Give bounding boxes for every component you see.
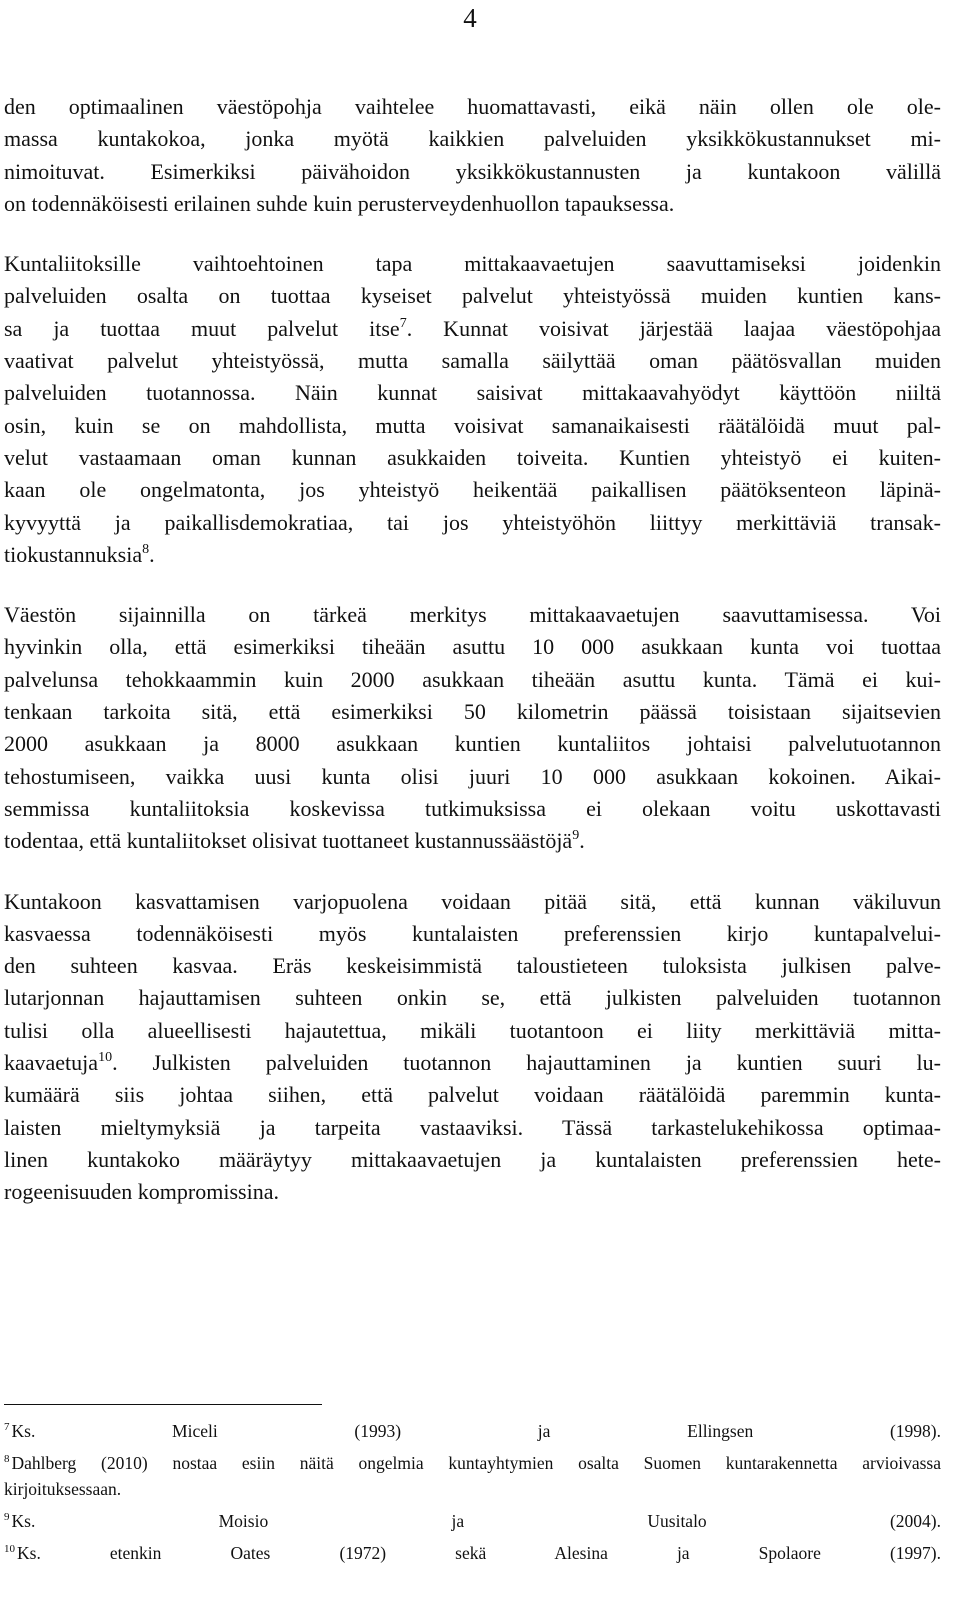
footnote-text: kirjoituksessaan. <box>4 1479 122 1499</box>
footnote-line <box>4 1476 941 1502</box>
text-line: on todennäköisesti erilainen suhde kuin perusterveydenhuollon tapauksessa. <box>4 190 675 216</box>
text-line: massa kuntakokoa, jonka myötä kaikkien palveluiden yksikkökustannukset mi- <box>4 126 941 152</box>
text-segment: sa ja tuottaa muut palvelut itse <box>4 315 400 341</box>
text-line: den optimaalinen väestöpohja vaihtelee huomattavasti, eikä näin ollen ole ole- <box>4 94 941 119</box>
text-segment: tiokustannuksia <box>4 541 143 567</box>
paragraph <box>4 599 941 857</box>
footnote-separator <box>4 1404 322 1405</box>
footnote-line <box>4 1508 941 1534</box>
text-line: 2000 asukkaan ja 8000 asukkaan kuntien kuntaliitos johtaisi palvelutuotannon <box>4 731 941 757</box>
footnote-number: 7 <box>4 1421 10 1433</box>
text-line: Kuntakoon kasvattamisen varjopuolena voidaan pitää sitä, että kunnan väkiluvun <box>4 888 941 914</box>
footnote-number: 9 <box>4 1511 10 1523</box>
text-line: velut vastaamaan oman kunnan asukkaiden toiveita. Kuntien yhteistyö ei kuiten- <box>4 444 941 470</box>
text-line: kaan ole ongelmatonta, jos yhteistyö heikentää paikallisen päätöksenteon läpinä- <box>4 477 941 503</box>
text-line: rogeenisuuden kompromissina. <box>4 1179 279 1205</box>
paragraph <box>4 248 941 571</box>
footnotes <box>4 1418 941 1572</box>
text-line: vaativat palvelut yhteistyössä, mutta samalla säilyttää oman päätösvallan muiden <box>4 348 941 374</box>
footnote-text: Ks. Miceli (1993) ja Ellingsen (1998). <box>11 1421 941 1441</box>
footnote-reference: 9 <box>572 828 580 844</box>
text-line <box>4 539 941 571</box>
text-line: Väestön sijainnilla on tärkeä merkitys mittakaavaetujen saavuttamisessa. Voi <box>4 602 941 628</box>
text-line: palvelunsa tehokkaammin kuin 2000 asukkaan tiheään asuttu kunta. Tämä ei kui- <box>4 666 941 692</box>
text-line: palveluiden tuotannossa. Näin kunnat saisivat mittakaavahyödyt käyttöön niiltä <box>4 380 941 406</box>
paragraph <box>4 91 941 220</box>
text-line: kumäärä siis johtaa siihen, että palvelut voidaan räätälöidä paremmin kunta- <box>4 1082 941 1108</box>
text-line: tulisi olla alueellisesti hajautettua, mikäli tuotantoon ei liity merkittäviä mitta- <box>4 1017 941 1043</box>
text-line: laisten mieltymyksiä ja tarpeita vastaaviksi. Tässä tarkastelukehikossa optimaa- <box>4 1114 941 1140</box>
footnote-reference: 10 <box>98 1050 113 1066</box>
text-segment: kaavaetuja <box>4 1050 99 1076</box>
text-line <box>4 313 941 345</box>
footnote-reference: 8 <box>142 541 150 557</box>
body-text <box>4 91 941 1209</box>
text-line: osin, kuin se on mahdollista, mutta voisivat samanaikaisesti räätälöidä muut pal- <box>4 412 941 438</box>
text-line <box>4 825 941 857</box>
text-line <box>4 1047 941 1079</box>
footnote-text: Ks. Moisio ja Uusitalo (2004). <box>11 1511 941 1531</box>
text-segment: . <box>149 541 155 567</box>
footnote <box>4 1540 941 1566</box>
footnote <box>4 1418 941 1444</box>
text-line: semmissa kuntaliitoksia koskevissa tutkimuksissa ei olekaan voitu uskottavasti <box>4 795 941 821</box>
text-segment: todentaa, että kuntaliitokset olisivat tuottaneet kustannussäästöjä <box>4 828 573 854</box>
footnote-line <box>4 1540 941 1566</box>
text-line: tenkaan tarkoita sitä, että esimerkiksi 50 kilometrin päässä toisistaan sijaitsevien <box>4 699 941 725</box>
text-line: Kuntaliitoksille vaihtoehtoinen tapa mittakaavaetujen saavuttamiseksi joidenkin <box>4 251 941 277</box>
text-line: palveluiden osalta on tuottaa kyseiset palvelut yhteistyössä muiden kuntien kans- <box>4 283 941 309</box>
footnote-text: Ks. etenkin Oates (1972) sekä Alesina ja Spolaore (1997). <box>17 1543 941 1563</box>
footnote-number: 10 <box>4 1543 15 1555</box>
text-segment: . <box>579 828 585 854</box>
page-number: 4 <box>463 3 477 33</box>
text-line: linen kuntakoko määräytyy mittakaavaetujen ja kuntalaisten preferenssien hete- <box>4 1146 941 1172</box>
text-line: kyvyyttä ja paikallisdemokratiaa, tai jos yhteistyöhön liittyy merkittäviä transak- <box>4 509 941 535</box>
paragraph <box>4 886 941 1209</box>
footnote-reference: 7 <box>399 315 407 331</box>
footnote-line <box>4 1418 941 1444</box>
text-line: kasvaessa todennäköisesti myös kuntalaisten preferenssien kirjo kuntapalvelui- <box>4 920 941 946</box>
text-segment: . Julkisten palveluiden tuotannon hajauttaminen ja kuntien suuri lu- <box>112 1050 941 1076</box>
text-line: nimoituvat. Esimerkiksi päivähoidon yksikkökustannusten ja kuntakoon välillä <box>4 158 941 184</box>
text-segment: . Kunnat voisivat järjestää laajaa väestöpohjaa <box>406 315 941 341</box>
footnote <box>4 1450 941 1502</box>
footnote-number: 8 <box>4 1453 10 1465</box>
text-line: den suhteen kasvaa. Eräs keskeisimmistä taloustieteen tuloksista julkisen palve- <box>4 953 941 979</box>
footnote-text: Dahlberg (2010) nostaa esiin näitä ongelmia kuntayhtymien osalta Suomen kuntarakennetta arvioivassa <box>11 1453 941 1473</box>
text-line: hyvinkin olla, että esimerkiksi tiheään asuttu 10 000 asukkaan kunta voi tuottaa <box>4 634 941 660</box>
text-line: tehostumiseen, vaikka uusi kunta olisi juuri 10 000 asukkaan kokoinen. Aikai- <box>4 763 941 789</box>
footnote <box>4 1508 941 1534</box>
text-line: lutarjonnan hajauttamisen suhteen onkin se, että julkisten palveluiden tuotannon <box>4 985 941 1011</box>
footnote-line <box>4 1450 941 1476</box>
